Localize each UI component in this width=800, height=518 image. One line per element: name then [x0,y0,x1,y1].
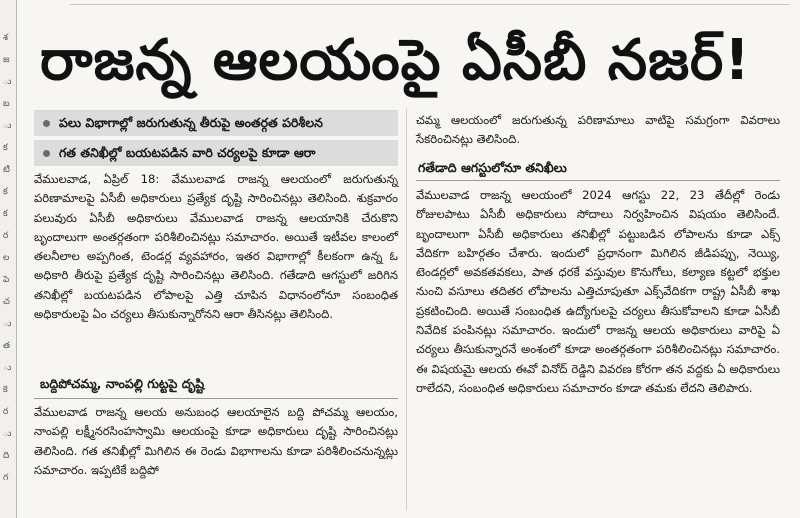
strip-char: ర [3,407,9,417]
strip-char: ు [3,319,12,329]
column-2-paragraph-1 [416,111,780,153]
strip-char: ు [3,429,12,439]
body-paragraph: చమ్మ ఆలయంలో జరుగుతున్న పరిణామాలు వాటిపై సమగ్రంగా వివరాలు సేకరించినట్లు తెలిసింది. [416,113,780,147]
subhead-baddi-pochamma: బద్దిపోచమ్మ, నాంపల్లి గుట్టపై దృష్టి [40,376,205,391]
article-headline: రాజన్న ఆలయంపై ఏసీబీ నజర్! [40,28,751,93]
strip-char: గ [3,473,9,483]
strip-char: ు [3,363,12,373]
column-1-paragraph-1 [34,170,398,370]
subhead-rule [416,180,780,181]
deck-line-1 [34,110,398,136]
strip-char: క [3,209,8,219]
column-1-paragraph-2 [34,403,398,513]
strip-char: బ [3,99,10,109]
strip-char: క [3,143,8,153]
deck-line-2 [34,140,398,166]
strip-char: టి [3,165,10,175]
bullet-dot-icon [43,150,50,157]
top-rule [70,4,790,5]
body-paragraph: వేములవాడ రాజన్న ఆలయంలో 2024 ఆగస్టు 22, 23 తేదీల్లో రెండు రోజులపాటు ఏసీబీ అధికారులు సోదాలు నిర్వహించిన విషయం తెలిసిందే. బృందాలుగా ఏసీబీ అధికారులు తనిఖీల్లో పట్టుబడిన లోపాలను కూడా ఎక్స్ వేదికగా బహిర్గతం చేశారు. ఇందులో ప్రధానంగా మిగిలిన జీడిపప్పు, నెయ్యి, టెండర్లలో అవకతవకలు, పాత ధరకే వస్తువుల కొనుగోలు, కల్యాణ కట్టలో భక్తుల నుంచి వసూలు తదితర లోపాలను ఎత్తిచూపుతూ ఎక్స్‌వేదికగా రాష్ట్ర ఏసీబీ శాఖ ప్రకటించింది. అయితే సంబంధిత ఉద్యోగులపై చర్యలు తీసుకోవాలని కూడా ఏసీబీ నివేదిక పంపినట్లు సమాచారం. ఇందులో రాజన్న ఆలయ అధికారులు వారిపై ఏ చర్యలు తీసుకున్నారనే అంశంలో కూడా అంతర్గతంగా పరిశీలించినట్లు సమాచారం. ఈ విషయమై ఆలయ ఈవో వినోద్ రెడ్డిని వివరణ కోరగా తన వద్దకు ఏ అధికారులు రాలేదని, సంబంధిత అధికారులు సమాచారం కూడా తమకు లేదని తెలిపారు. [416,188,780,395]
strip-char: ది [3,451,10,461]
body-paragraph: వేములవాడ రాజన్న ఆలయ అనుబంధ ఆలయాలైన బద్ది పోచమ్మ ఆలయం, నాంపల్లి లక్ష్మీనరసింహస్వామి ఆలయంపై కూడా అధికారులు దృష్టి సారించినట్లు తెలిసింది. గత తనిఖీల్లో మిగిలిన ఈ రెండు విభాగాలను కూడా పరిశీలించనున్నట్లు సమాచారం. ఇప్పటికే బద్దిపో [34,405,398,477]
body-paragraph: వేములవాడ, ఏప్రిల్ 18: వేములవాడ రాజన్న ఆలయంలో జరుగుతున్న పరిణామాలపై ఏసీబీ అధికారులు ప్రత్యేక దృష్టి సారించినట్లు తెలిసింది. శుక్రవారం పలువురు ఏసీబీ అధికారులు వేములవాడ రాజన్న ఆలయానికి చేరుకొని బృందాలుగా అంతర్గతంగా పరిశీలించినట్లు సమాచారం. అయితే ఇటీవల కాలంలో తలనీలాల అప్పగింత, టెండర్ల వ్యవహారం, ఇతర విభాగాల్లో కీలకంగా ఉన్న ఓ అధికారి తీరుపై ప్రత్యేక దృష్టి సారించినట్లు తెలిసింది. గతేడాది ఆగస్టులో జరిగిన తనిఖీల్లో బయటపడిన లోపాలపై ఎత్తి చూపిన విధానంలోనూ సంబంధిత అధికారులపై ఏం చర్యలు తీసుకున్నారోనని ఆరా తీసినట్లు తెలిసింది. [34,172,398,322]
bullet-dot-icon [43,120,50,127]
strip-char: ర [3,231,9,241]
strip-char: పె [3,275,10,285]
strip-char: చ [3,297,10,307]
subhead-rule [34,398,398,399]
strip-char: క [3,187,8,197]
strip-char: ు [3,77,12,87]
column-2-paragraph-2 [416,186,780,512]
deck-text: పలు విభాగాల్లో జరుగుతున్న తీరుపై అంతర్గత పరిశీలన [59,115,323,130]
strip-char: కె [3,385,8,395]
strip-char: త [3,341,11,351]
strip-char: జ [3,55,10,65]
deck-text: గత తనిఖీల్లో బయటపడిన వారి చర్యలపై కూడా ఆరా [59,145,316,160]
strip-char: ు [3,121,12,131]
column-separator [406,108,407,510]
subhead-august-inspections: గతేడాది ఆగస్టులోనూ తనిఖీలు [418,160,567,175]
adjacent-article-strip [0,0,17,518]
strip-char: ల [3,253,10,263]
strip-char: శ [3,33,8,43]
